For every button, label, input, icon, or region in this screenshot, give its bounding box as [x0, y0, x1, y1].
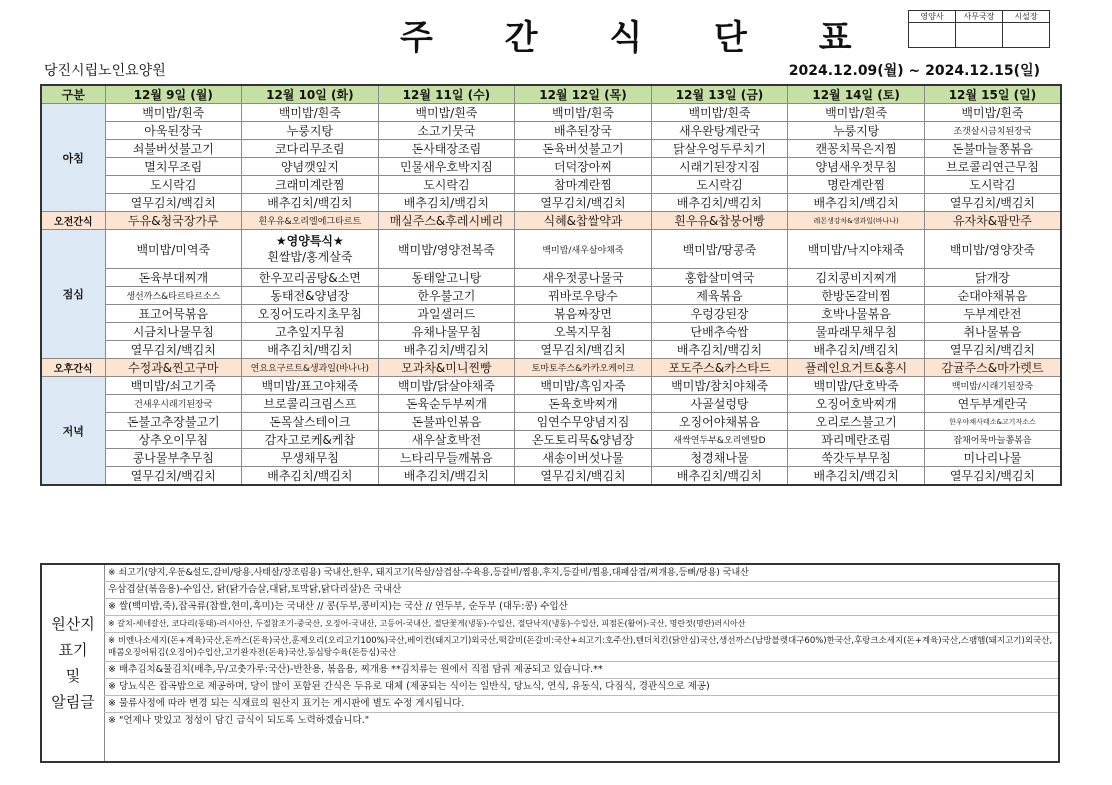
notice-item: ※ 당뇨식은 잡곡밥으로 제공하며, 당이 많이 포함된 간식은 두유로 대체 (제공되는 식이는 일반식, 당뇨식, 연식, 유동식, 다짐식, 경관식으로 제공) [104, 679, 1058, 696]
notice-item: ※ 쇠고기(양지,우둔&설도,갈비/탕용,사태살/장조림용) 국내산,한우, 돼지고기(목살/삼겹살-수육용,등갈비/찜용,후지,등갈비/찜용,대패삼겹/찌개용,등뼈/탕용) 국내산 [104, 565, 1058, 582]
menu-cell: 플레인요거트&홍시 [788, 359, 925, 377]
notice-body [104, 565, 1058, 729]
menu-cell: 배추김치/백김치 [378, 341, 515, 359]
menu-cell: 배추김치/백김치 [378, 194, 515, 212]
approval-signature-box[interactable] [1003, 23, 1050, 48]
menu-cell: 꽈리메란조림 [788, 431, 925, 449]
menu-cell: 김치콩비지찌개 [788, 269, 925, 287]
day-header: 12월 14일 (토) [788, 85, 925, 104]
menu-cell: 소고기뭇국 [378, 122, 515, 140]
menu-cell: 쇠불버섯불고기 [105, 140, 242, 158]
menu-cell: 단배추숙쌈 [651, 323, 788, 341]
menu-cell: 제육볶음 [651, 287, 788, 305]
menu-cell: 백미밥/흰죽 [105, 104, 242, 122]
menu-cell: 백미밥/낙지야채죽 [788, 230, 925, 269]
menu-cell: 백미밥/땅콩죽 [651, 230, 788, 269]
menu-cell: 물파래무채무침 [788, 323, 925, 341]
menu-cell: 동태전&양념장 [242, 287, 379, 305]
menu-cell: 열무김치/백김치 [515, 194, 652, 212]
menu-cell: 수정과&찐고구마 [105, 359, 242, 377]
menu-cell: 돈불마늘쫑볶음 [924, 140, 1061, 158]
menu-cell: 한방돈갈비찜 [788, 287, 925, 305]
menu-cell: 아욱된장국 [105, 122, 242, 140]
notice-item: ※ 갈치-세네갈산, 코다리(동태)-러시아산, 두절참조기-중국산, 오징어-국내산, 고등어-국내산, 절단꽃게(냉동)-수입산, 절단낙지(냉동)-수입산, 피점돈(활어)-국산, 명란젓(명란)러시아산 [104, 616, 1058, 633]
menu-cell: 포도주스&카스타드 [651, 359, 788, 377]
menu-cell: 쑥갓두부무침 [788, 449, 925, 467]
menu-cell: 유채나물무침 [378, 323, 515, 341]
menu-cell: 상추오이무침 [105, 431, 242, 449]
menu-period: 2024.12.09(월) ~ 2024.12.15(일) [788, 63, 1040, 79]
menu-cell: 감귤주스&마가렛트 [924, 359, 1061, 377]
dinner-row [41, 449, 1061, 467]
menu-cell: 새싹연두부&오리엔탈D [651, 431, 788, 449]
notice-label-line: 알림글 [51, 693, 95, 711]
menu-cell: 오복지무침 [515, 323, 652, 341]
menu-cell: 열무김치/백김치 [515, 467, 652, 486]
menu-cell: 한우꼬리곰탕&소면 [242, 269, 379, 287]
menu-cell: 청경채나물 [651, 449, 788, 467]
menu-cell: 돈불고추장불고기 [105, 413, 242, 431]
menu-cell: 새우살호박전 [378, 431, 515, 449]
menu-cell: 생선까스&타르타르소스 [105, 287, 242, 305]
pm-snack-row [41, 359, 1061, 377]
menu-cell: 백미밥/흰죽 [515, 104, 652, 122]
menu-cell: 열무김치/백김치 [105, 467, 242, 486]
day-header: 12월 11일 (수) [378, 85, 515, 104]
menu-cell: 양념새우젓무침 [788, 158, 925, 176]
menu-cell: 백미밥/흰죽 [378, 104, 515, 122]
approval-box [908, 10, 1050, 48]
dinner-row [41, 413, 1061, 431]
menu-cell: 배추김치/백김치 [788, 341, 925, 359]
menu-cell: 배추김치/백김치 [242, 194, 379, 212]
menu-cell: 홍합살미역국 [651, 269, 788, 287]
menu-cell: 민물새우호박지짐 [378, 158, 515, 176]
menu-cell: 사골설렁탕 [651, 395, 788, 413]
special-menu: 흰쌀밥/홍게살죽 [267, 250, 353, 264]
menu-cell-special [242, 230, 379, 269]
special-title: ★영양특식★ [275, 234, 344, 248]
lunch-row [41, 230, 1061, 269]
menu-cell: 열무김치/백김치 [515, 341, 652, 359]
menu-cell: 우렁강된장 [651, 305, 788, 323]
menu-cell: 배추김치/백김치 [788, 194, 925, 212]
notice-item: 우삼겹살(볶음용)-수입산, 닭(닭가슴살,대닭,토막닭,닭다리살)은 국내산 [104, 582, 1058, 599]
menu-cell: 명란계란찜 [788, 176, 925, 194]
lunch-row [41, 323, 1061, 341]
menu-cell: 열무김치/백김치 [924, 467, 1061, 486]
menu-cell: 도시락김 [105, 176, 242, 194]
menu-cell: 호박나물볶음 [788, 305, 925, 323]
menu-cell: 백미밥/새우살야채죽 [515, 230, 652, 269]
menu-cell: 매실주스&후레시베리 [378, 212, 515, 230]
menu-cell: 백미밥/닭살야채죽 [378, 377, 515, 395]
notice-label-line: 원산지 [51, 615, 95, 633]
menu-cell: 돈불파인볶음 [378, 413, 515, 431]
lunch-row [41, 341, 1061, 359]
approval-signature-box[interactable] [909, 23, 956, 48]
meal-label-dinner: 저녁 [41, 377, 105, 486]
meal-label-am-snack: 오전간식 [41, 212, 105, 230]
breakfast-row [41, 122, 1061, 140]
menu-cell: 오징어야채볶음 [651, 413, 788, 431]
notice-item: ※ 물류사정에 따라 변경 되는 식재료의 원산지 표기는 게시판에 별도 수정 게시됩니다. [104, 696, 1058, 713]
menu-cell: 백미밥/시래기된장죽 [924, 377, 1061, 395]
notice-item: ※ 비엔나소세지(돈+계육)국산,돈까스(돈육)국산,훈제오리(오리고기100%)국산,베이컨(돼지고기)외국산,떡갈비(돈갈비:국산+쇠고기:호주산),텐더치킨(닭안심)국산,생선까스(남방블렛대구60%)한국산,후랑크소세지(돈+계육)국산,스팸햄(돼지고기)외국산,매콤오징어튀김(오징어)수입산,고기완자전(돈육)국산,동심탕수육(돈등심)국산 [104, 633, 1058, 662]
menu-cell: 흰우유&오리엘에그타르트 [242, 212, 379, 230]
menu-cell: 새송이버섯나물 [515, 449, 652, 467]
breakfast-row [41, 194, 1061, 212]
menu-cell: 한우야채사태소&고기자소스 [924, 413, 1061, 431]
menu-cell: 백미밥/단호박죽 [788, 377, 925, 395]
approval-signature-box[interactable] [956, 23, 1003, 48]
menu-cell: 시래기된장지짐 [651, 158, 788, 176]
menu-cell: 브로콜리연근무침 [924, 158, 1061, 176]
menu-cell: 두부계란전 [924, 305, 1061, 323]
menu-cell: 감자고로케&케찹 [242, 431, 379, 449]
menu-cell: 콩나물부추무침 [105, 449, 242, 467]
approval-label: 시설장 [1003, 11, 1050, 23]
menu-cell: 백미밥/흰죽 [651, 104, 788, 122]
menu-cell: 오징어도라지초무침 [242, 305, 379, 323]
menu-cell: 임연수무양념지짐 [515, 413, 652, 431]
menu-cell: 배추김치/백김치 [651, 194, 788, 212]
menu-cell: 미나리나물 [924, 449, 1061, 467]
menu-cell: 백미밥/흰죽 [788, 104, 925, 122]
menu-cell: 시금치나물무침 [105, 323, 242, 341]
menu-cell: 캔꽁치묵은지찜 [788, 140, 925, 158]
meal-label-breakfast: 아침 [41, 104, 105, 212]
page-title: 주 간 식 단 표 [400, 18, 882, 58]
corner-header: 구분 [41, 85, 105, 104]
menu-cell: 새우젓콩나물국 [515, 269, 652, 287]
menu-cell: 양념깻잎지 [242, 158, 379, 176]
menu-cell: 온도토리묵&양념장 [515, 431, 652, 449]
menu-cell: 도시락김 [378, 176, 515, 194]
meal-label-pm-snack: 오후간식 [41, 359, 105, 377]
menu-cell: 취나물볶음 [924, 323, 1061, 341]
menu-cell: 열무김치/백김치 [924, 194, 1061, 212]
menu-cell: 무생채무침 [242, 449, 379, 467]
day-header: 12월 15일 (일) [924, 85, 1061, 104]
menu-cell: 더덕장아찌 [515, 158, 652, 176]
menu-cell: 코다리무조림 [242, 140, 379, 158]
menu-cell: 새우완탕계란국 [651, 122, 788, 140]
menu-cell: 백미밥/흰죽 [242, 104, 379, 122]
menu-cell: 백미밥/영양전복죽 [378, 230, 515, 269]
origin-notice-box [40, 563, 1060, 763]
notice-item: ※ 쌀(백미밥,죽),잡곡류(찹쌀,현미,흑미)는 국내산 // 콩(두부,콩비지)는 국산 // 연두부, 순두부 (대두:콩) 수입산 [104, 599, 1058, 616]
day-header: 12월 9일 (월) [105, 85, 242, 104]
menu-cell: 브로콜리크림스프 [242, 395, 379, 413]
facility-name: 당진시립노인요양원 [44, 63, 166, 79]
dinner-row [41, 467, 1061, 486]
menu-cell: 배추김치/백김치 [378, 467, 515, 486]
menu-cell: 참마계란찜 [515, 176, 652, 194]
menu-cell: 오리로스불고기 [788, 413, 925, 431]
menu-cell: 백미밥/영양잣죽 [924, 230, 1061, 269]
menu-cell: 잡채어묵마늘쫑볶음 [924, 431, 1061, 449]
menu-cell: 백미밥/미역죽 [105, 230, 242, 269]
menu-cell: 조갯살시금치된장국 [924, 122, 1061, 140]
menu-cell: 닭살우엉두루치기 [651, 140, 788, 158]
menu-cell: 닭개장 [924, 269, 1061, 287]
menu-cell: 돈육부대찌개 [105, 269, 242, 287]
approval-label: 사무국장 [956, 11, 1003, 23]
menu-cell: 돈육버섯불고기 [515, 140, 652, 158]
approval-label: 영양사 [909, 11, 956, 23]
breakfast-row [41, 140, 1061, 158]
dinner-row [41, 431, 1061, 449]
menu-cell: 크래미계란찜 [242, 176, 379, 194]
dinner-row [41, 395, 1061, 413]
menu-cell: 돈육순두부찌개 [378, 395, 515, 413]
menu-cell: 연두부계란국 [924, 395, 1061, 413]
menu-cell: 토마토주스&카카오케이크 [515, 359, 652, 377]
menu-cell: 과일샐러드 [378, 305, 515, 323]
menu-cell: 유자차&팜만주 [924, 212, 1061, 230]
menu-cell: 배추김치/백김치 [651, 467, 788, 486]
menu-cell: 열무김치/백김치 [105, 194, 242, 212]
menu-cell: 누룽지탕 [242, 122, 379, 140]
menu-cell: 배추된장국 [515, 122, 652, 140]
menu-cell: 배추김치/백김치 [242, 467, 379, 486]
day-header: 12월 12일 (목) [515, 85, 652, 104]
day-header: 12월 13일 (금) [651, 85, 788, 104]
menu-cell: 순대야채볶음 [924, 287, 1061, 305]
notice-label [42, 565, 105, 761]
menu-cell: 누룽지탕 [788, 122, 925, 140]
menu-cell: 식혜&찹쌀약과 [515, 212, 652, 230]
menu-cell: 볶음짜장면 [515, 305, 652, 323]
day-header: 12월 10일 (화) [242, 85, 379, 104]
dinner-row [41, 377, 1061, 395]
menu-cell: 흰우유&찹붕어빵 [651, 212, 788, 230]
menu-cell: 건새우시래기된장국 [105, 395, 242, 413]
menu-cell: 도시락김 [651, 176, 788, 194]
menu-cell: 백미밥/참치야채죽 [651, 377, 788, 395]
menu-cell: 백미밥/쇠고기죽 [105, 377, 242, 395]
menu-cell: 고추잎지무침 [242, 323, 379, 341]
menu-cell: 배추김치/백김치 [651, 341, 788, 359]
menu-cell: 돈목살스테이크 [242, 413, 379, 431]
menu-cell: 오징어호박찌개 [788, 395, 925, 413]
notice-item: ※ "언제나 맛있고 정성이 담긴 급식이 되도록 노력하겠습니다." [108, 715, 370, 726]
menu-cell: 열무김치/백김치 [924, 341, 1061, 359]
day-header-row [41, 85, 1061, 104]
lunch-row [41, 287, 1061, 305]
notice-label-line: 표기 [58, 641, 88, 659]
menu-cell: 레몬생강차&생과일(바나나) [788, 212, 925, 230]
notice-item: ※ 배추김치&물김치(배추,무/고춧가루:국산)-반찬용, 볶음용, 찌개용 **김치류는 원에서 직접 담궈 제공되고 있습니다.** [104, 662, 1058, 679]
menu-cell: 돈육호박찌개 [515, 395, 652, 413]
menu-cell: 꿔바로우탕수 [515, 287, 652, 305]
breakfast-row [41, 158, 1061, 176]
menu-cell: 표고어묵볶음 [105, 305, 242, 323]
menu-cell: 두유&청국장가루 [105, 212, 242, 230]
menu-cell: 멸치무조림 [105, 158, 242, 176]
menu-cell: 돈사태장조림 [378, 140, 515, 158]
menu-cell: 연요요구르트&생과일(바나나) [242, 359, 379, 377]
menu-cell: 열무김치/백김치 [105, 341, 242, 359]
meal-label-lunch: 점심 [41, 230, 105, 359]
menu-cell: 느타리무들깨볶음 [378, 449, 515, 467]
menu-cell: 모과차&미니찐빵 [378, 359, 515, 377]
am-snack-row [41, 212, 1061, 230]
menu-cell: 배추김치/백김치 [788, 467, 925, 486]
lunch-row [41, 305, 1061, 323]
menu-cell: 백미밥/흑임자죽 [515, 377, 652, 395]
menu-cell: 동태알고니탕 [378, 269, 515, 287]
weekly-menu-table [40, 84, 1062, 486]
menu-cell: 배추김치/백김치 [242, 341, 379, 359]
menu-cell: 도시락김 [924, 176, 1061, 194]
menu-cell: 백미밥/표고야채죽 [242, 377, 379, 395]
lunch-row [41, 269, 1061, 287]
menu-cell: 한우불고기 [378, 287, 515, 305]
menu-cell: 백미밥/흰죽 [924, 104, 1061, 122]
breakfast-row [41, 104, 1061, 122]
breakfast-row [41, 176, 1061, 194]
notice-label-line: 및 [65, 667, 81, 685]
